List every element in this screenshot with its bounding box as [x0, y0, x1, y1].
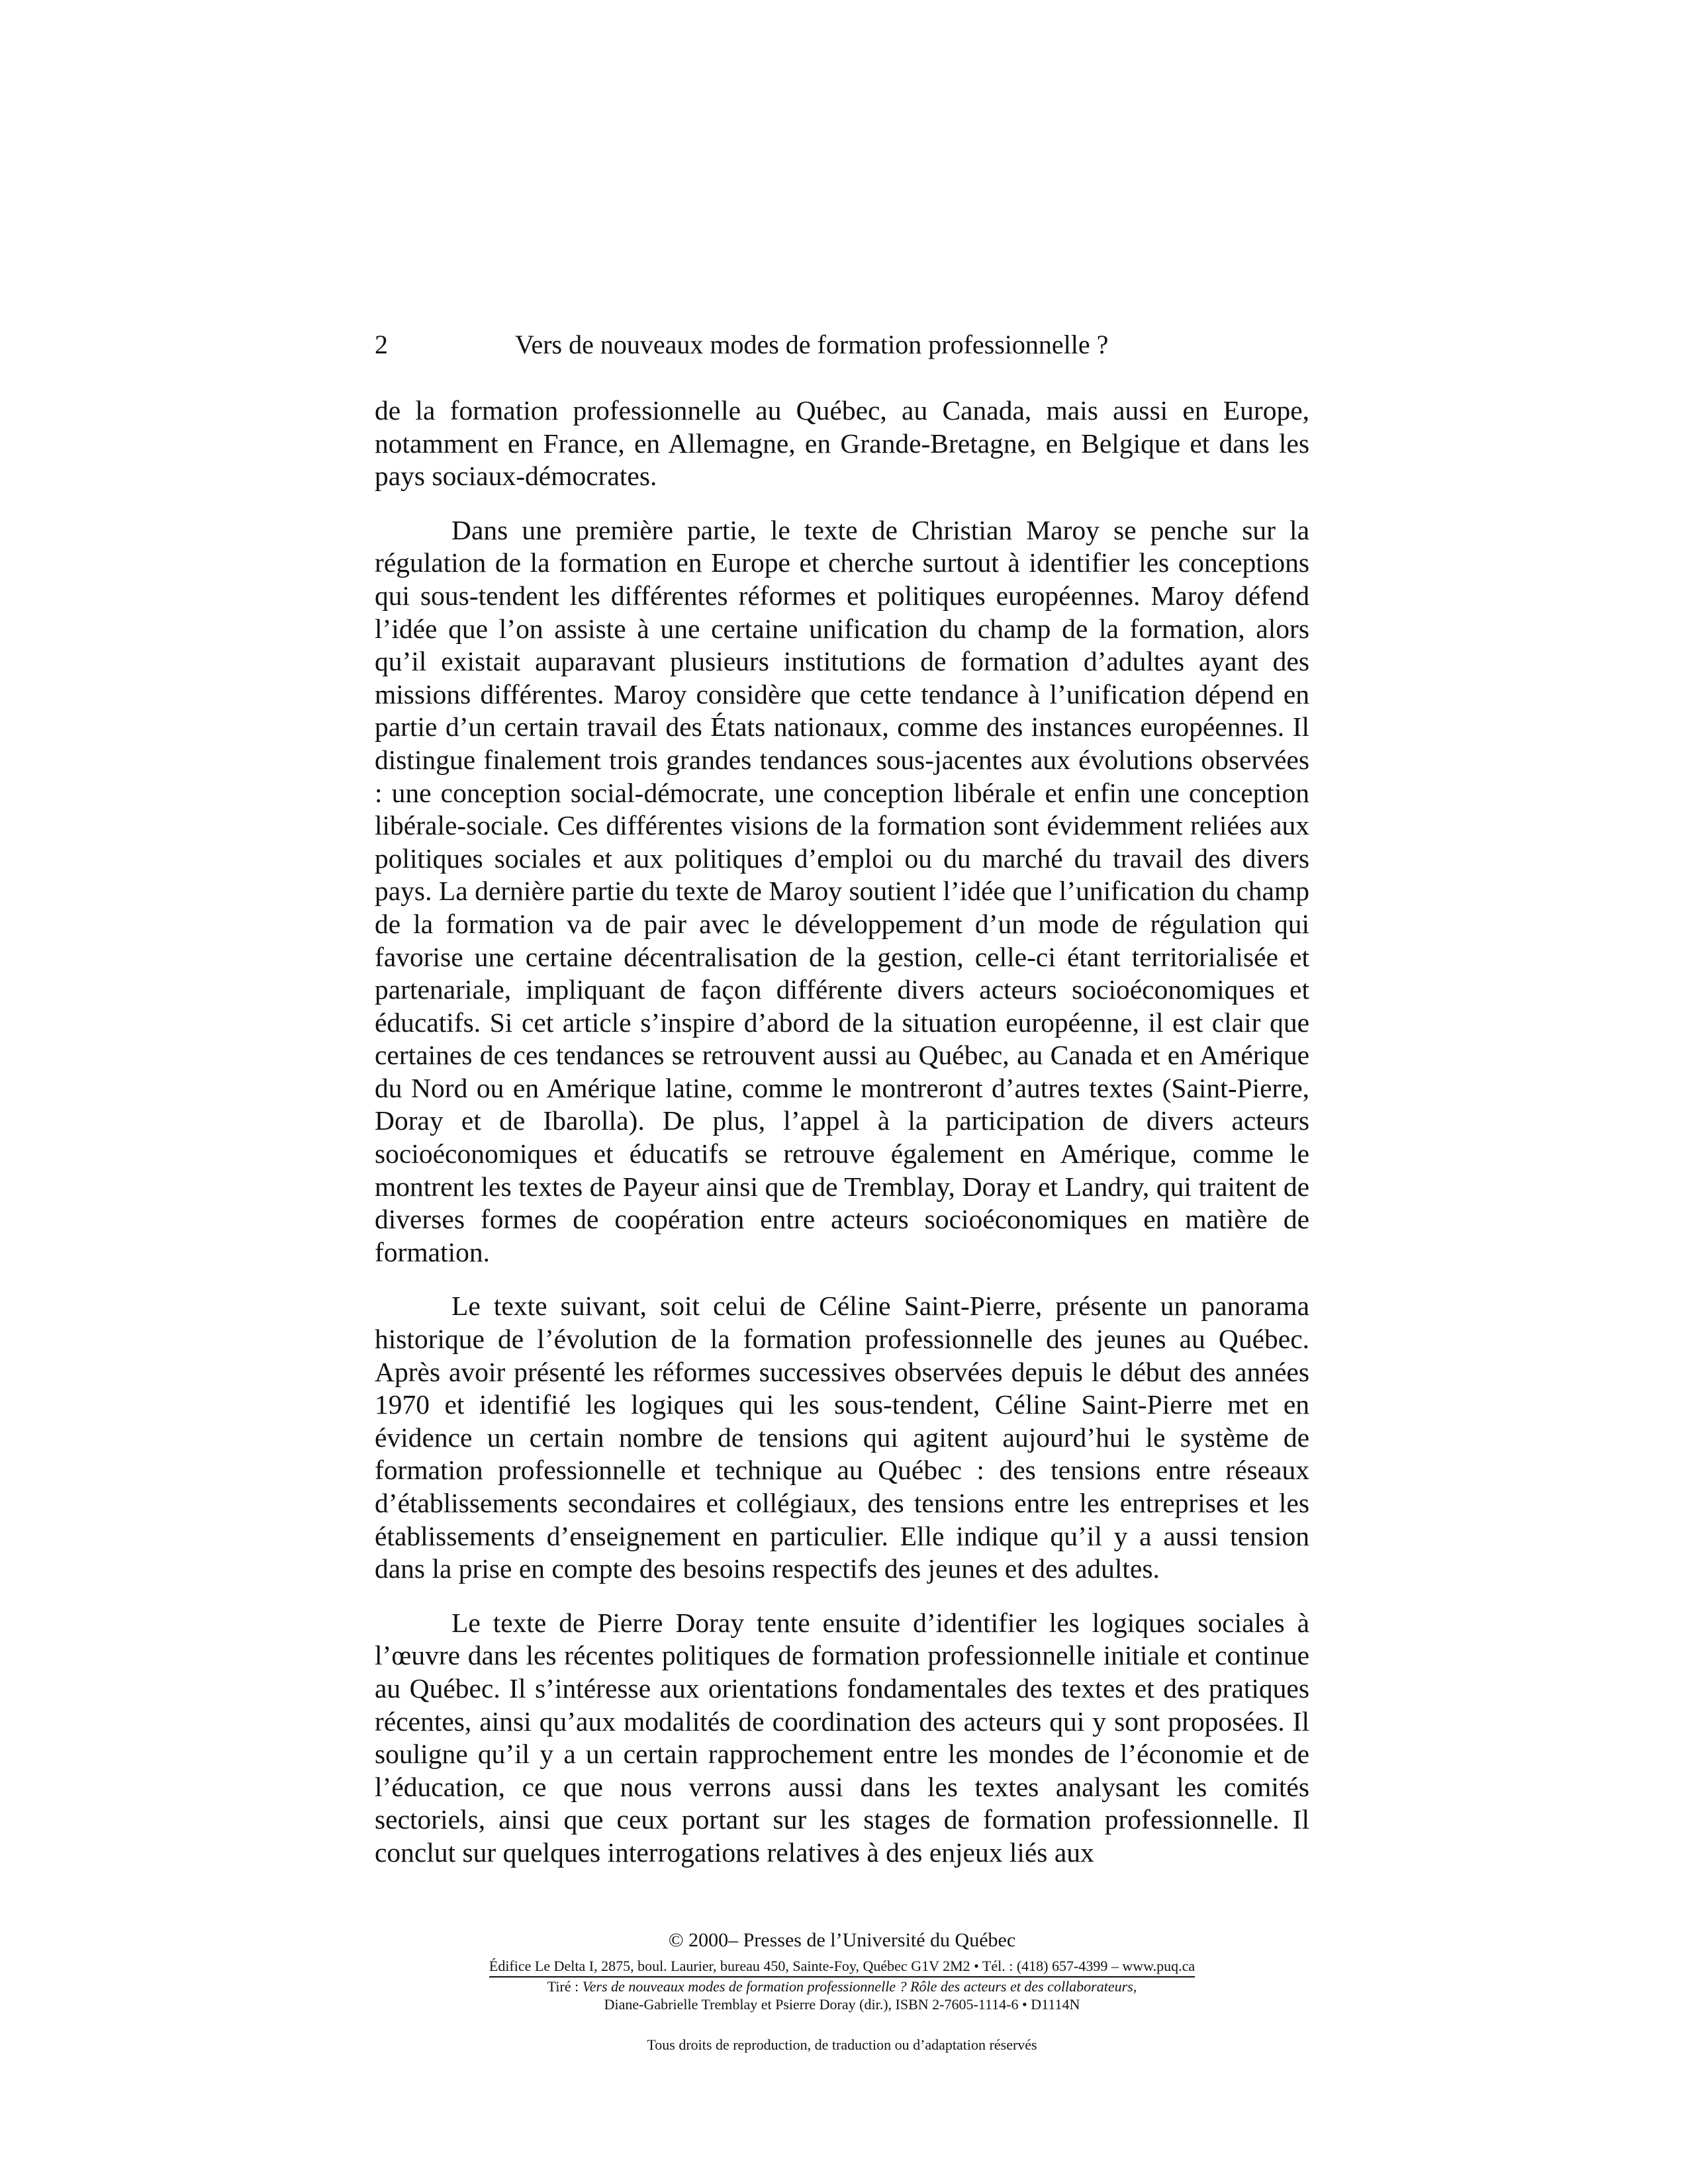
source-prefix: Tiré : — [547, 1978, 583, 1995]
paragraph-maroy: Dans une première partie, le texte de Christian Maroy se penche sur la régulation de la formation en Europe et cherche surtout à identifier les conceptions qui sous-tendent les différentes réformes et politiques européennes. Maroy défend l’idée que l’on assiste à une certaine unification du champ de la formation, alors qu’il existait auparavant plusieurs institutions de formation d’adultes ayant des missions différentes. Maroy considère que cette tendance à l’unification dépend en partie d’un certain travail des États nationaux, comme des instances européennes. Il distingue finalement trois grandes tendances sous-jacentes aux évolutions observées : une conception social-démocrate, une conception libérale et enfin une conception libérale-sociale. Ces différentes visions de la formation sont évidemment reliées aux politiques sociales et aux politiques d’emploi ou du marché du travail des divers pays. La dernière partie du texte de Maroy soutient l’idée que l’unification du champ de la formation va de pair avec le développement d’un mode de régulation qui favorise une certaine décentralisation de la gestion, celle-ci étant territorialisée et partenariale, impliquant de façon différente divers acteurs socioéconomiques et éducatifs. Si cet article s’inspire d’abord de la situation européenne, il est clair que certaines de ces tendances se retrouvent aussi au Québec, au Canada et en Amérique du Nord ou en Amérique latine, comme le montreront d’autres textes (Saint-Pierre, Doray et de Ibarolla). De plus, l’appel à la participation de divers acteurs socioéconomiques et éducatifs se retrouve également en Amérique, comme le montrent les textes de Payeur ainsi que de Tremblay, Doray et Landry, qui traitent de diverses formes de coopération entre acteurs socioéconomiques en matière de formation. — [375, 514, 1309, 1267]
running-header — [375, 329, 1309, 369]
body-text — [375, 394, 1309, 1891]
source-title-line — [375, 1978, 1309, 1995]
source-book-title: Vers de nouveaux modes de formation professionnelle ? Rôle des acteurs et des collaborateurs, — [582, 1978, 1137, 1995]
running-title: Vers de nouveaux modes de formation professionnelle ? — [515, 330, 1109, 359]
paragraph-continuation: de la formation professionnelle au Québec, au Canada, mais aussi en Europe, notamment en France, en Allemagne, en Grande-Bretagne, en Belgique et dans les pays sociaux-démocrates. — [375, 395, 1309, 492]
publisher-address: Édifice Le Delta I, 2875, boul. Laurier, bureau 450, Sainte-Foy, Québec G1V 2M2 • Tél. : (418) 657-4399 – www.puq.ca — [489, 1958, 1195, 1978]
paragraph-saint-pierre: Le texte suivant, soit celui de Céline Saint-Pierre, présente un panorama historique de l’évolution de la formation professionnelle des jeunes au Québec. Après avoir présenté les réformes successives observées depuis le début des années 1970 et identifié les logiques qui les sous-tendent, Céline Saint-Pierre met en évidence un certain nombre de tensions qui agitent aujourd’hui le système de formation professionnelle et technique au Québec : des tensions entre réseaux d’établissements secondaires et collégiaux, des tensions entre les entreprises et les établissements d’enseignement en particulier. Elle indique qu’il y a aussi tension dans la prise en compte des besoins respectifs des jeunes et des adultes. — [375, 1291, 1309, 1584]
page-number: 2 — [375, 330, 388, 359]
copyright-line: © 2000– Presses de l’Université du Québec — [668, 1929, 1016, 1951]
publisher-footer — [375, 1927, 1309, 2054]
editors-isbn-line: Diane-Gabrielle Tremblay et Psierre Doray (dir.), ISBN 2-7605-1114-6 • D1114N — [604, 1996, 1080, 2013]
paragraph-doray: Le texte de Pierre Doray tente ensuite d’identifier les logiques sociales à l’œuvre dans les récentes politiques de formation professionnelle initiale et continue au Québec. Il s’intéresse aux orientations fondamentales des textes et des pratiques récentes, ainsi qu’aux modalités de coordination des acteurs qui y sont proposées. Il souligne qu’il y a un certain rapprochement entre les mondes de l’économie et de l’éducation, ce que nous verrons aussi dans les textes analysant les comités sectoriels, ainsi que ceux portant sur les stages de formation professionnelle. Il conclut sur quelques interrogations relatives à des enjeux liés aux — [375, 1607, 1309, 1868]
rights-notice: Tous droits de reproduction, de traduction ou d’adaptation réservés — [647, 2036, 1037, 2053]
